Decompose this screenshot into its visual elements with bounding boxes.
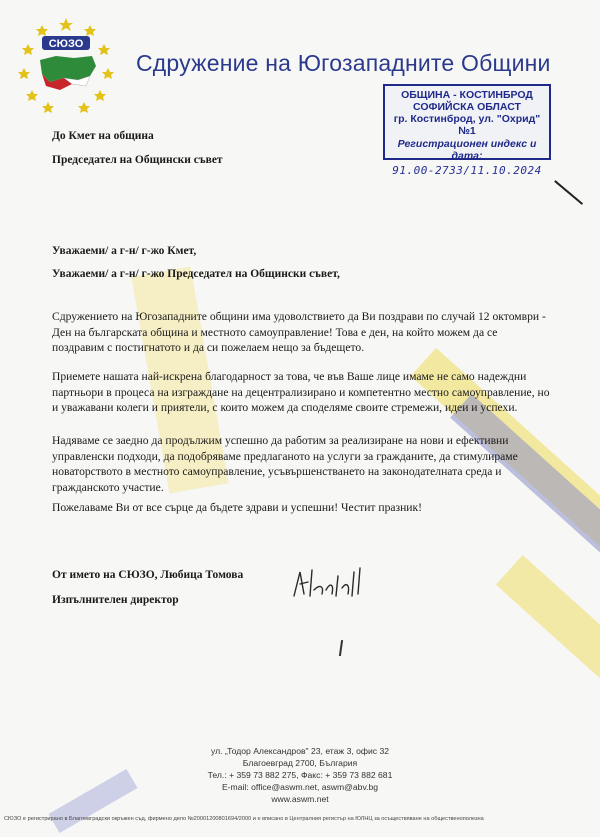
- stamp-municipality: ОБЩИНА - КОСТИНБРОД: [401, 89, 533, 101]
- addressee-mayor: До Кмет на община: [52, 130, 154, 142]
- body-paragraph: Пожелаваме Ви от все сърце да бъдете здрави и успешни! Честит празник!: [52, 501, 422, 514]
- pen-mark: [339, 640, 343, 656]
- stamp-registration-label: Регистрационен индекс и дата:: [397, 138, 537, 162]
- body-paragraph: Сдружението на Югозападните общини има удоволствието да Ви поздрави по случай 12 октомври - Ден на българската община и местното самоуправление! Това е ден, на който можем да се поздравим с постигнатото и да си пожелаем нещо за бъдещето.: [52, 310, 546, 354]
- greeting-chairman: Уважаеми/ а г-н/ г-жо Председател на Общински съвет,: [52, 268, 340, 280]
- organization-title: Сдружение на Югозападните Общини: [136, 50, 551, 76]
- greeting-mayor: Уважаеми/ а г-н/ г-жо Кмет,: [52, 245, 197, 257]
- footer-city: Благоевград 2700, България: [242, 758, 358, 768]
- footer-email: E-mail: office@aswm.net, aswm@abv.bg: [221, 782, 379, 792]
- footer-address: ул. „Тодор Александров" 23, етаж 3, офис 32: [210, 746, 390, 756]
- decorative-band: [496, 555, 600, 685]
- logo-acronym: СЮЗО: [48, 38, 84, 50]
- pen-mark: [555, 180, 584, 204]
- body-paragraph: Надяваме се заедно да продължим успешно да работим за реализиране на нови и ефективни управленски подходи, да подобряваме предлаганото на услуги за гражданите, да стимулираме новаторството в местното самоуправление, усъвършенстването на законодателната среда и гражданското участие.: [52, 434, 518, 494]
- signatory-name: От името на СЮЗО, Любица Томова: [52, 569, 244, 581]
- registration-stamp: [383, 84, 551, 177]
- footer-website: www.aswm.net: [271, 794, 329, 804]
- body-paragraph: Приемете нашата най-искрена благодарност за това, че във Ваше лице имаме не само надеждни партньори в процеса на изграждане на децентрализирано и компетентно местно самоуправление, но и уважавани колеги и приятели, с които можем да споделяме своите стремежи, идеи и успехи.: [52, 370, 550, 414]
- footer-phone: Тел.: + 359 73 882 275, Факс: + 359 73 882 681: [207, 770, 393, 780]
- addressee-chairman: Председател на Общински съвет: [52, 154, 223, 166]
- handwritten-signature: [290, 560, 385, 608]
- organization-logo: [16, 14, 116, 114]
- stamp-registration-number: 91.00-2733/11.10.2024: [392, 164, 542, 177]
- footer-legal-note: СЮЗО е регистрирано в Благоевградски окръжен съд, фирмено дело №20001200801694/2000 и е вписано в Централния регистър на ЮЛНЦ за осъществяване на общественополезна: [4, 816, 484, 822]
- stamp-address: гр. Костинброд, ул. "Охрид" №1: [393, 113, 541, 137]
- stamp-region: СОФИЙСКА ОБЛАСТ: [413, 101, 521, 113]
- signatory-title: Изпълнителен директор: [52, 594, 179, 606]
